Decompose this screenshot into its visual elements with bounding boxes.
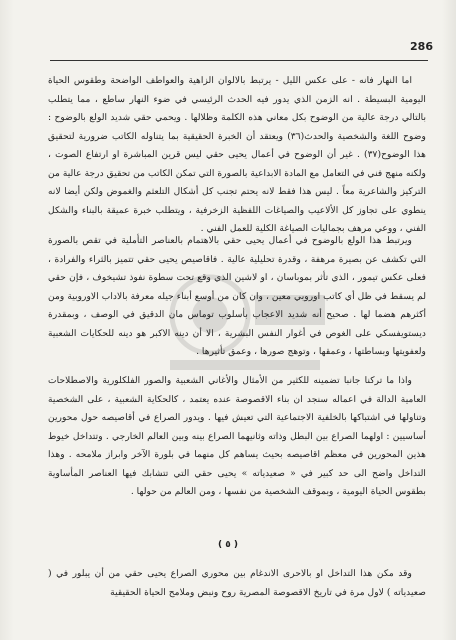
paragraph-4 xyxy=(48,565,426,602)
paragraph-3 xyxy=(48,372,426,502)
paragraph-text: واذا ما تركنا جانبا تضمينه للكثير من الأمثال والأغاني الشعبية والصور الفلكلورية والاصطلاحات العامية الدالة في اعماله سنجد ان بناء الاقصوصة عنده يعتمد ، كالحكاية الشعبية ، على الشخصية وتناولها في اشتباكها بالخلفية الاجتماعية التي تعيش فيها . ويدور الصراع في أقاصيصه حول محورين أساسيين : اولهما الصراع بين البطل وذاته وثانيهما الصراع بينه وبين العالم الخارجي . وتتداخل خيوط هذين المحورين في معظم اقاصيصه بحيث يساهم كل منهما في بلورة الآخر وابراز ملامحه . وهذا التداخل واضح الى حد كبير في « صعيدياته » يحيى حقي التي تتشابك فيها العناصر المأساوية بطقوس الحياة اليومية ، وبموقف الشخصية من نفسها ، ومن العالم من حولها . xyxy=(48,375,426,497)
paragraph-text: وقد مكن هذا التداخل او بالاحرى الاندغام بين محوري الصراع يحيى حقي من أن يبلور في ( صعيدياته ) لاول مرة في تاريخ الاقصوصة المصرية روح ونبض وملامح الحياة الحقيقية xyxy=(48,568,426,598)
paragraph-1 xyxy=(48,72,426,239)
header-rule xyxy=(50,60,428,61)
paragraph-text: ويرتبط هذا الولع بالوضوح في أعمال يحيى حقي بالاهتمام بالعناصر التأملية في تقص بالصورة التي تكشف عن بصيرة مرهفة ، وقدرة تحليلية عالية . فاقاصيص يحيى حقي تتميز بالثراء والفرادة ، فعلى عكس تيمور ، الذي تأثر بموباسان ، او لاشين الذي وقع تحت سطوة نفوذ تشيخوف ، فإن حقي لم يسقط في ظل أي كاتب اوروبي معين ، وان كان من أوسع أبناء جيله معرفة بالاداب الاوروبية ومن أكثرهم هضما لها . صحيح أنه شديد الاعجاب بأسلوب توماس مان الدقيق في الوصف ، وبمقدرة ديستويفسكي على الغوص في أغوار النفس البشرية ، الا أن دينه الاكبر هو دينه للحكايات الشعبية ولعفويتها وبساطتها ، وعمقها ، وتوهج صورها ، وعمق تأثيرها . xyxy=(48,235,426,357)
page-number: 286 xyxy=(410,40,433,53)
paragraph-text: اما النهار فانه - على عكس الليل - يرتبط بالالوان الزاهية والعواطف الواضحة وطقوس الحياة اليومية البسيطة . انه الزمن الذي يدور فيه الحدث الرئيسي في ضوء النهار ساطع ، مما يتطلب بالتالي درجة عالية من الوضوح بكل معاني هذه الكلمة وظلالها . ويحمي حقي شديد الولع بالوضوح : وضوح اللغة والشخصية والحدث(٣٦) ويعتقد أن الخبرة الحقيقية بما يتناوله الكاتب ضرورية لتحقيق هذا الوضوح(٣٧) . غير أن الوضوح في أعمال يحيى حقي ليس قرين المباشرة او ارتفاع الصوت ، ولكنه منهج فني في التعامل مع المادة الابداعية بالصورة التي تمكن الكاتب من تحقيق درجة عالية من التركيز والشاعرية معاً . ليس هذا فقط لانه يحتم تجنب كل أشكال التلعثم والغموض ولكن أيضا لانه ينطوي على تجاوز كل الألاعيب والصياغات اللفظية الزخرفية ، ويتطلب خبرة عميقة بالبناء والشكل الفني ، ووعي مرهف بجماليات الصياغة الكلية للعمل الفني . xyxy=(48,75,426,234)
paragraph-2 xyxy=(48,232,426,362)
section-marker: ( ٥ ) xyxy=(218,540,238,550)
